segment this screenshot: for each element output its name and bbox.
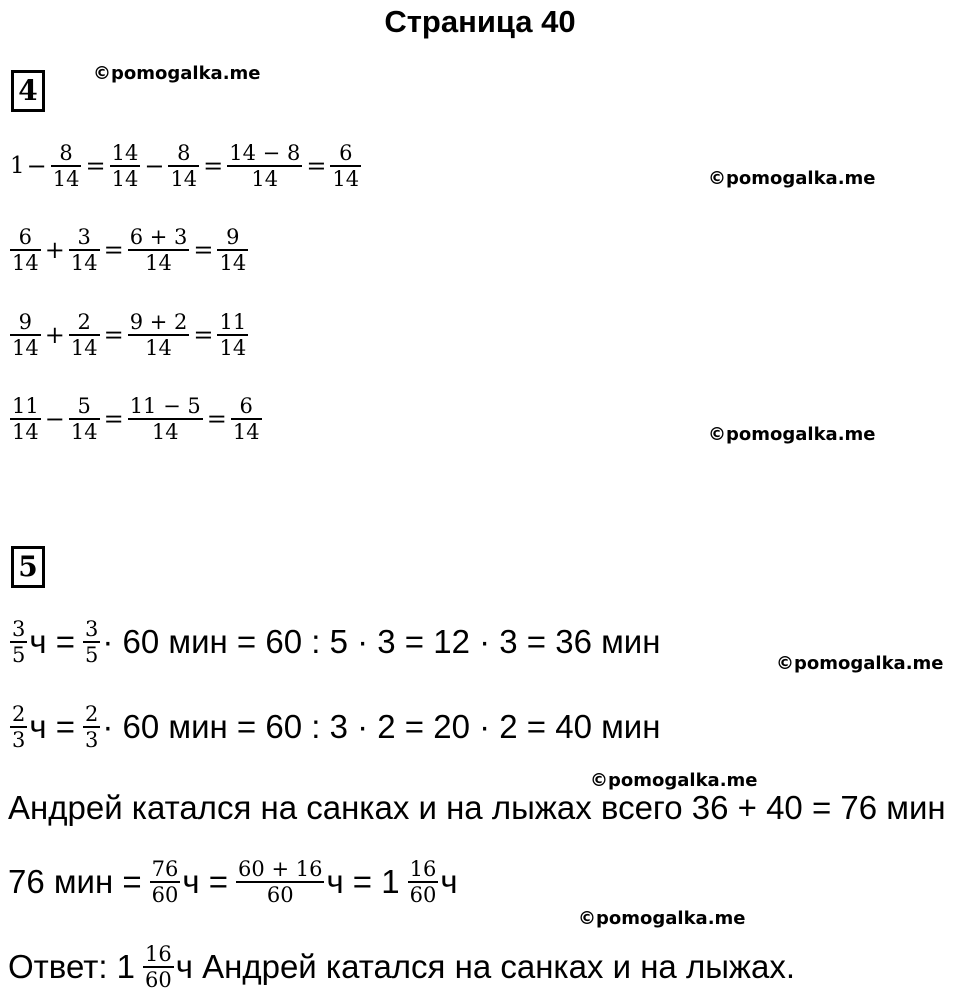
answer-text: Ответ: 1 (8, 948, 136, 985)
fraction: $\frac{6 + 3}{14}$ (129, 224, 188, 275)
plus-sign: + (44, 236, 65, 264)
expression-text: 76 мин = (8, 863, 142, 900)
watermark: ©pomogalka.me (93, 63, 261, 84)
minus-sign: − (144, 152, 165, 180)
fraction: $\frac{3}{14}$ (70, 224, 98, 275)
fraction: $\frac{76}{60}$ (151, 856, 179, 907)
task4-line-3 (8, 303, 250, 367)
task5-line-4 (8, 850, 458, 914)
fraction: $\frac{9}{14}$ (12, 309, 39, 360)
watermark: ©pomogalka.me (590, 770, 758, 791)
task4-line-2 (8, 218, 250, 282)
fraction: $\frac{11}{14}$ (219, 309, 247, 360)
minus-sign: − (26, 152, 47, 180)
task5-answer (8, 935, 795, 999)
equals-sign: = (206, 405, 227, 433)
answer-text: ч Андрей катался на санках и на лыжах. (175, 948, 796, 985)
task5-line-2 (8, 695, 660, 759)
fraction: $\frac{11 - 5}{14}$ (129, 393, 201, 444)
expression-text: ч = 1 (326, 863, 400, 900)
fraction: $\frac{16}{60}$ (409, 856, 437, 907)
equals-sign: = (103, 405, 124, 433)
task4-line-4 (8, 387, 264, 451)
fraction: $\frac{6}{14}$ (332, 140, 360, 191)
fraction: $\frac{2}{3}$ (12, 701, 26, 752)
fraction: $\frac{16}{60}$ (145, 941, 172, 992)
task5-line-3 (8, 786, 946, 830)
equals-sign: = (103, 236, 124, 264)
fraction: $\frac{11}{14}$ (12, 393, 39, 444)
sentence-text: Андрей катался на санках и на лыжах всего 36 + 40 = 76 мин (8, 789, 946, 826)
fraction: $\frac{2}{14}$ (70, 309, 98, 360)
fraction: $\frac{14}{14}$ (111, 140, 139, 191)
equals-sign: = (306, 152, 327, 180)
expression-text: ч = (182, 863, 229, 900)
fraction: $\frac{3}{5}$ (85, 616, 99, 667)
fraction: $\frac{14 - 8}{14}$ (229, 140, 301, 191)
equals-sign: = (103, 321, 124, 349)
fraction: $\frac{9}{14}$ (219, 224, 247, 275)
equals-sign: = (193, 321, 214, 349)
equals-sign: = (203, 152, 224, 180)
equals-sign: = (85, 152, 106, 180)
task-number-box: 4 (11, 70, 45, 112)
task-number-box: 5 (11, 546, 45, 588)
equals-sign: = (193, 236, 214, 264)
fraction: $\frac{8}{14}$ (52, 140, 80, 191)
fraction: $\frac{8}{14}$ (170, 140, 198, 191)
fraction: $\frac{5}{14}$ (70, 393, 98, 444)
fraction: $\frac{60 + 16}{60}$ (238, 856, 323, 907)
fraction: $\frac{2}{3}$ (85, 701, 99, 752)
fraction: $\frac{6}{14}$ (232, 393, 260, 444)
task5-line-1 (8, 610, 660, 674)
task4-line-1 (10, 134, 363, 198)
number: 1 (10, 153, 25, 179)
page-title: Страница 40 (384, 4, 576, 39)
fraction: $\frac{9 + 2}{14}$ (129, 309, 188, 360)
expression-text: · 60 мин = 60 : 5 · 3 = 12 · 3 = 36 мин (102, 623, 661, 660)
expression-text: ч = (29, 623, 76, 660)
expression-text: · 60 мин = 60 : 3 · 2 = 20 · 2 = 40 мин (102, 708, 661, 745)
watermark: ©pomogalka.me (708, 424, 876, 445)
watermark: ©pomogalka.me (708, 168, 876, 189)
plus-sign: + (44, 321, 65, 349)
expression-text: ч = (29, 708, 76, 745)
fraction: $\frac{6}{14}$ (12, 224, 39, 275)
fraction: $\frac{3}{5}$ (12, 616, 26, 667)
watermark: ©pomogalka.me (776, 653, 944, 674)
minus-sign: − (44, 405, 65, 433)
expression-text: ч (440, 863, 458, 900)
watermark: ©pomogalka.me (578, 908, 746, 929)
